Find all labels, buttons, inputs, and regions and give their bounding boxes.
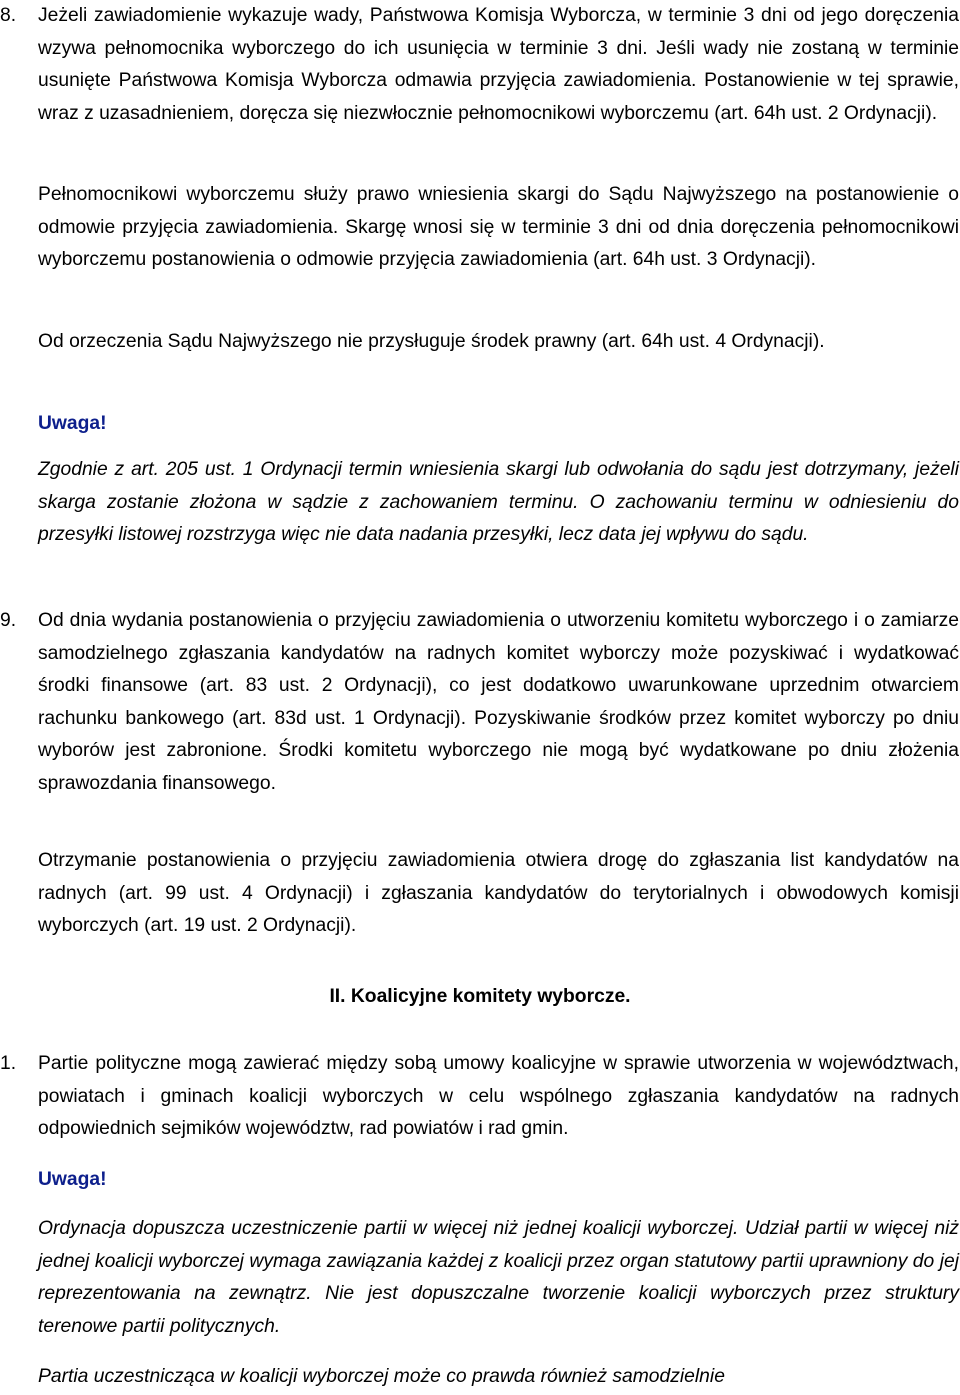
item8-paragraph-2: Pełnomocnikowi wyborczemu służy prawo wniesienia skargi do Sądu Najwyższego na postanowienie o odmowie przyjęcia zawiadomienia. Skargę wnosi się w terminie 3 dni od dnia doręczenia pełnomocnikowi wyborczemu postanowienia o odmowie przyjęcia zawiadomienia (art. 64h ust. 3 Ordynacji). <box>38 184 959 270</box>
item1-paragraph-1: Partie polityczne mogą zawierać między sobą umowy koalicyjne w sprawie utworzenia w województwach, powiatach i gminach koalicji wyborczych w celu wspólnego zgłaszania kandydatów na radnych odpowiednich sejmików województw, rad powiatów i rad gmin. <box>38 1053 959 1139</box>
item8-paragraph-1: Jeżeli zawiadomienie wykazuje wady, Państwowa Komisja Wyborcza, w terminie 3 dni od jego doręczenia wzywa pełnomocnika wyborczego do ich usunięcia w terminie 3 dni. Jeśli wady nie zostaną w terminie usunięte Państwowa Komisja Wyborcza odmawia przyjęcia zawiadomienia. Postanowienie w tej sprawie, wraz z uzasadnieniem, doręcza się niezwłocznie pełnomocnikowi wyborczemu (art. 64h ust. 2 Ordynacji). <box>38 5 959 124</box>
uwaga-label-2: Uwaga! <box>38 1169 107 1190</box>
item8-paragraph-3: Od orzeczenia Sądu Najwyższego nie przysługuje środek prawny (art. 64h ust. 4 Ordynacji). <box>38 331 825 352</box>
item9-paragraph-1: Od dnia wydania postanowienia o przyjęciu zawiadomienia o utworzeniu komitetu wyborczego i o zamiarze samodzielnego zgłaszania kandydatów na radnych komitet wyborczy może pozyskiwać i wydatkować środki finansowe (art. 83 ust. 2 Ordynacji), co jest dodatkowo uwarunkowane uprzednim otwarciem rachunku bankowego (art. 83d ust. 1 Ordynacji). Pozyskiwanie środków przez komitet wyborczy po dniu wyborów jest zabronione. Środki komitetu wyborczego nie mogą być wydatkowane po dniu złożenia sprawozdania finansowego. <box>38 610 959 794</box>
section-heading: II. Koalicyjne komitety wyborcze. <box>329 986 631 1007</box>
item-number-9: 9. <box>0 610 17 631</box>
item-number-1: 1. <box>0 1053 17 1074</box>
item9-paragraph-2: Otrzymanie postanowienia o przyjęciu zawiadomienia otwiera drogę do zgłaszania list kandydatów na radnych (art. 99 ust. 4 Ordynacji) i zgłaszania kandydatów do terytorialnych i obwodowych komisji wyborczych (art. 19 ust. 2 Ordynacji). <box>38 850 959 936</box>
item8-note: Zgodnie z art. 205 ust. 1 Ordynacji termin wniesienia skargi lub odwołania do sądu jest dotrzymany, jeżeli skarga zostanie złożona w sądzie z zachowaniem terminu. O zachowaniu terminu w odniesieniu do przesyłki listowej rozstrzyga więc nie data nadania przesyłki, lecz data jej wpływu do sądu. <box>38 459 959 545</box>
item1-note-1: Ordynacja dopuszcza uczestniczenie partii w więcej niż jednej koalicji wyborczej. Udział partii w więcej niż jednej koalicji wyborczej wymaga zawiązania każdej z koalicji przez organ statutowy partii uprawniony do jej reprezentowania na zewnątrz. Nie jest dopuszczalne tworzenie koalicji wyborczych przez struktury terenowe partii politycznych. <box>38 1218 959 1337</box>
item1-note-2: Partia uczestnicząca w koalicji wyborczej może co prawda również samodzielnie <box>38 1366 725 1387</box>
item-number-8: 8. <box>0 5 17 26</box>
uwaga-label-1: Uwaga! <box>38 413 107 434</box>
